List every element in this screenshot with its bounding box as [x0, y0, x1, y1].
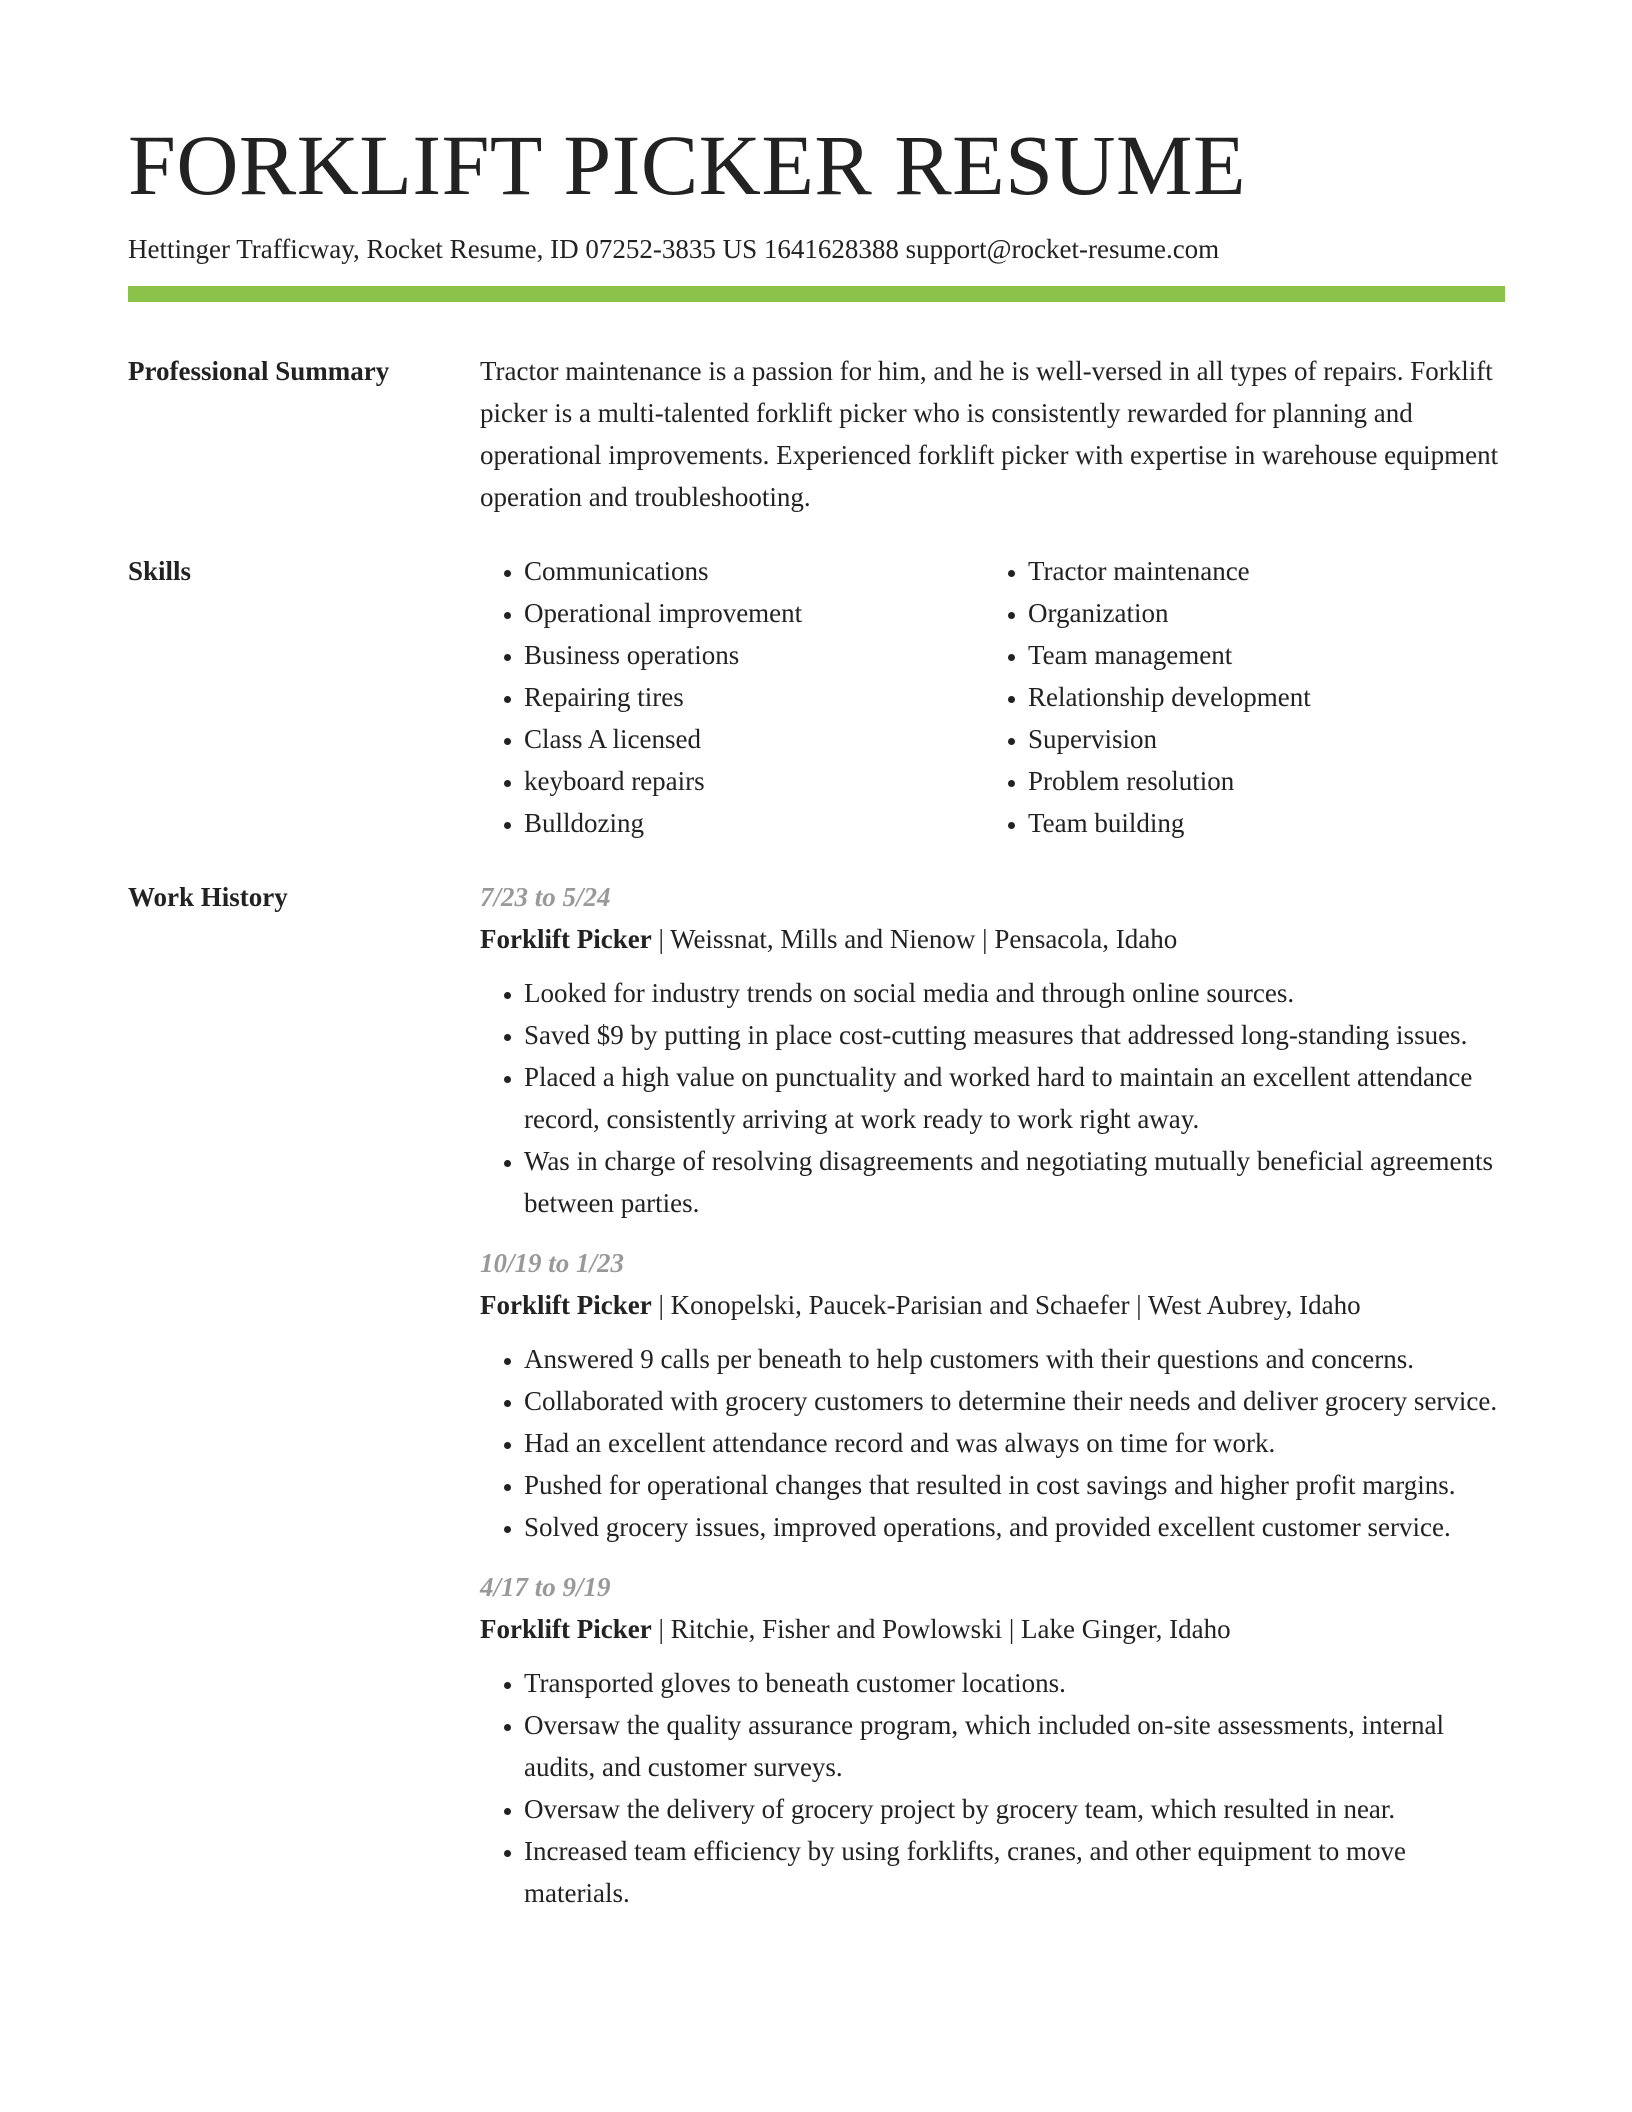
job-dates: 4/17 to 9/19: [480, 1572, 611, 1602]
job-title: Forklift Picker: [480, 1290, 652, 1320]
job-bullet: • Answered 9 calls per beneath to help customers with their questions and concerns.: [524, 1338, 1510, 1380]
accent-divider: [128, 286, 1505, 302]
job-details: | Ritchie, Fisher and Powlowski | Lake Ginger, Idaho: [651, 1614, 1231, 1644]
job-bullet: • Increased team efficiency by using forklifts, cranes, and other equipment to move materials.: [524, 1830, 1510, 1914]
job-entry: [480, 1566, 1510, 1914]
skills-list-right: [984, 550, 1488, 844]
job-bullet: • Saved $9 by putting in place cost-cutting measures that addressed long-standing issues.: [524, 1014, 1510, 1056]
job-dates: 7/23 to 5/24: [480, 882, 611, 912]
job-bullets: [480, 972, 1510, 1224]
skill-item: • Repairing tires: [524, 676, 984, 718]
job-bullet: • Pushed for operational changes that resulted in cost savings and higher profit margins.: [524, 1464, 1510, 1506]
job-bullet: • Was in charge of resolving disagreements and negotiating mutually beneficial agreements between parties.: [524, 1140, 1510, 1224]
skill-item: • Supervision: [1028, 718, 1488, 760]
job-header: [480, 918, 1510, 960]
skill-item: • Problem resolution: [1028, 760, 1488, 802]
job-details: | Weissnat, Mills and Nienow | Pensacola, Idaho: [651, 924, 1178, 954]
job-dates: 10/19 to 1/23: [480, 1248, 625, 1278]
job-bullet: • Oversaw the delivery of grocery project by grocery team, which resulted in near.: [524, 1788, 1510, 1830]
job-bullet: • Had an excellent attendance record and was always on time for work.: [524, 1422, 1510, 1464]
skills-heading: Skills: [128, 556, 192, 586]
skill-item: • Team management: [1028, 634, 1488, 676]
contact-line: Hettinger Trafficway, Rocket Resume, ID 07252-3835 US 1641628388 support@rocket-resume.com: [128, 234, 1220, 264]
skill-item: • Relationship development: [1028, 676, 1488, 718]
job-bullets: [480, 1662, 1510, 1914]
job-bullet: • Collaborated with grocery customers to determine their needs and deliver grocery service.: [524, 1380, 1510, 1422]
skill-item: • Tractor maintenance: [1028, 550, 1488, 592]
job-entry: [480, 876, 1510, 1224]
skill-item: • Bulldozing: [524, 802, 984, 844]
work-history-heading: Work History: [128, 882, 288, 912]
summary-heading: Professional Summary: [128, 356, 390, 386]
summary-text: Tractor maintenance is a passion for him, and he is well-versed in all types of repairs. Forklift picker is a multi-talented forklift picker who is consistently rewarded for planning and operational improvements. Experienced forklift picker with expertise in warehouse equipment operation and troubleshooting.: [480, 356, 1499, 512]
job-bullet: • Solved grocery issues, improved operations, and provided excellent customer service.: [524, 1506, 1510, 1548]
job-header: [480, 1608, 1510, 1650]
skill-item: • Organization: [1028, 592, 1488, 634]
skill-item: • Class A licensed: [524, 718, 984, 760]
job-bullet: • Oversaw the quality assurance program, which included on-site assessments, internal audits, and customer surveys.: [524, 1704, 1510, 1788]
resume-title: FORKLIFT PICKER RESUME: [128, 117, 1247, 213]
skill-item: • Team building: [1028, 802, 1488, 844]
job-entry: [480, 1242, 1510, 1548]
job-bullet: • Transported gloves to beneath customer locations.: [524, 1662, 1510, 1704]
job-details: | Konopelski, Paucek-Parisian and Schaefer | West Aubrey, Idaho: [651, 1290, 1361, 1320]
skill-item: • keyboard repairs: [524, 760, 984, 802]
skills-list-left: [480, 550, 984, 844]
job-title: Forklift Picker: [480, 1614, 652, 1644]
skill-item: • Operational improvement: [524, 592, 984, 634]
job-bullets: [480, 1338, 1510, 1548]
skill-item: • Business operations: [524, 634, 984, 676]
skill-item: • Communications: [524, 550, 984, 592]
job-header: [480, 1284, 1510, 1326]
job-bullet: • Looked for industry trends on social media and through online sources.: [524, 972, 1510, 1014]
job-bullet: • Placed a high value on punctuality and worked hard to maintain an excellent attendance record, consistently arriving at work ready to work right away.: [524, 1056, 1510, 1140]
job-title: Forklift Picker: [480, 924, 652, 954]
